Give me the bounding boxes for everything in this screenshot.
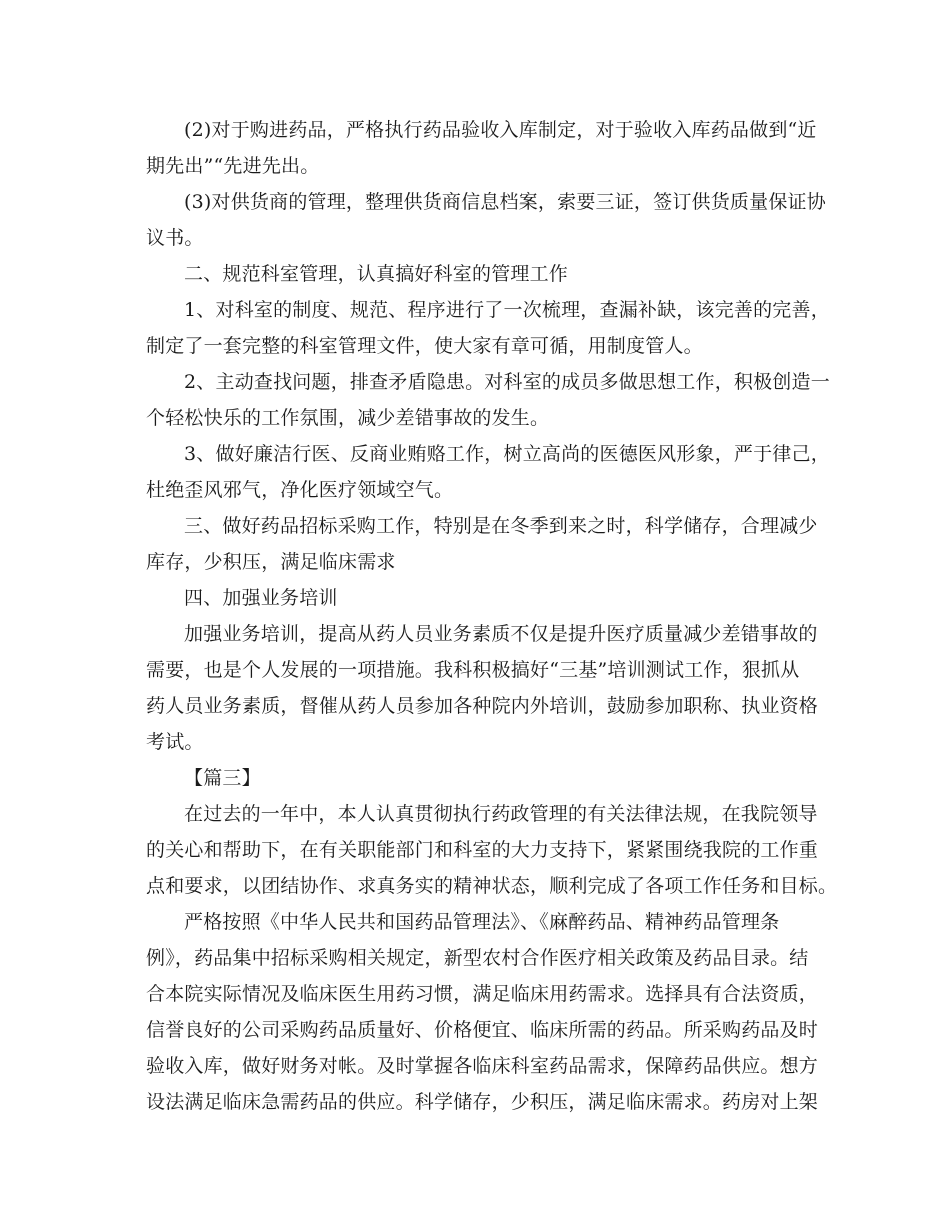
paragraph-line: 库存，少积压，满足临床需求 [146,551,396,573]
paragraph-line: 信誉良好的公司采购药品质量好、价格便宜、临床所需的药品。所采购药品及时 [146,1019,819,1041]
paragraph-line: 制定了一套完整的科室管理文件，使大家有章可循，用制度管人。 [146,335,703,357]
paragraph-line: 2、主动查找问题，排查矛盾隐患。对科室的成员多做思想工作，积极创造一 [184,371,830,393]
paragraph-line: 个轻松快乐的工作氛围，减少差错事故的发生。 [146,407,550,429]
paragraph-line: 杜绝歪风邪气，净化医疗领域空气。 [146,479,454,501]
paragraph-line: 在过去的一年中，本人认真贯彻执行药政管理的有关法律法规，在我院领导 [184,803,818,825]
paragraph-line: (3)对供货商的管理，整理供货商信息档案，索要三证，签订供货质量保证协 [184,191,826,213]
paragraph-line: 的关心和帮助下，在有关职能部门和科室的大力支持下，紧紧围绕我院的工作重 [146,839,819,861]
paragraph-line: 点和要求，以团结协作、求真务实的精神状态，顺利完成了各项工作任务和目标。 [146,875,838,897]
paragraph-line: 严格按照《中华人民共和国药品管理法》、《麻醉药品、精神药品管理条 [184,911,780,933]
paragraph-line: 3、做好廉洁行医、反商业贿赂工作，树立高尚的医德医风形象，严于律己， [184,443,830,465]
paragraph-line: 加强业务培训，提高从药人员业务素质不仅是提升医疗质量减少差错事故的 [184,623,818,645]
paragraph-line: 例》，药品集中招标采购相关规定，新型农村合作医疗相关政策及药品目录。结 [146,947,809,969]
paragraph-line: 议书。 [146,227,204,249]
paragraph-line: 验收入库，做好财务对帐。及时掌握各临床科室药品需求，保障药品供应。想方 [146,1055,819,1077]
paragraph-line: 需要，也是个人发展的一项措施。我科积极搞好“三基”培训测试工作，狠抓从 [146,659,800,681]
paragraph-line: 1、对科室的制度、规范、程序进行了一次梳理，查漏补缺，该完善的完善， [184,299,830,321]
chapter-heading: 【篇三】 [184,767,261,789]
paragraph-line: 合本院实际情况及临床医生用药习惯，满足临床用药需求。选择具有合法资质， [146,983,819,1005]
paragraph-line: 设法满足临床急需药品的供应。科学储存，少积压，满足临床需求。药房对上架 [146,1091,819,1113]
section-heading: 四、加强业务培训 [184,587,338,609]
paragraph-line: 期先出”“先进先出。 [146,155,320,177]
paragraph-line: (2)对于购进药品，严格执行药品验收入库制定，对于验收入库药品做到“近 [184,119,817,141]
paragraph-line: 药人员业务素质，督催从药人员参加各种院内外培训，鼓励参加职称、执业资格 [146,695,819,717]
paragraph-line: 考试。 [146,731,204,753]
section-heading: 二、规范科室管理，认真搞好科室的管理工作 [184,263,569,285]
section-heading: 三、做好药品招标采购工作，特别是在冬季到来之时，科学储存，合理减少 [184,515,818,537]
